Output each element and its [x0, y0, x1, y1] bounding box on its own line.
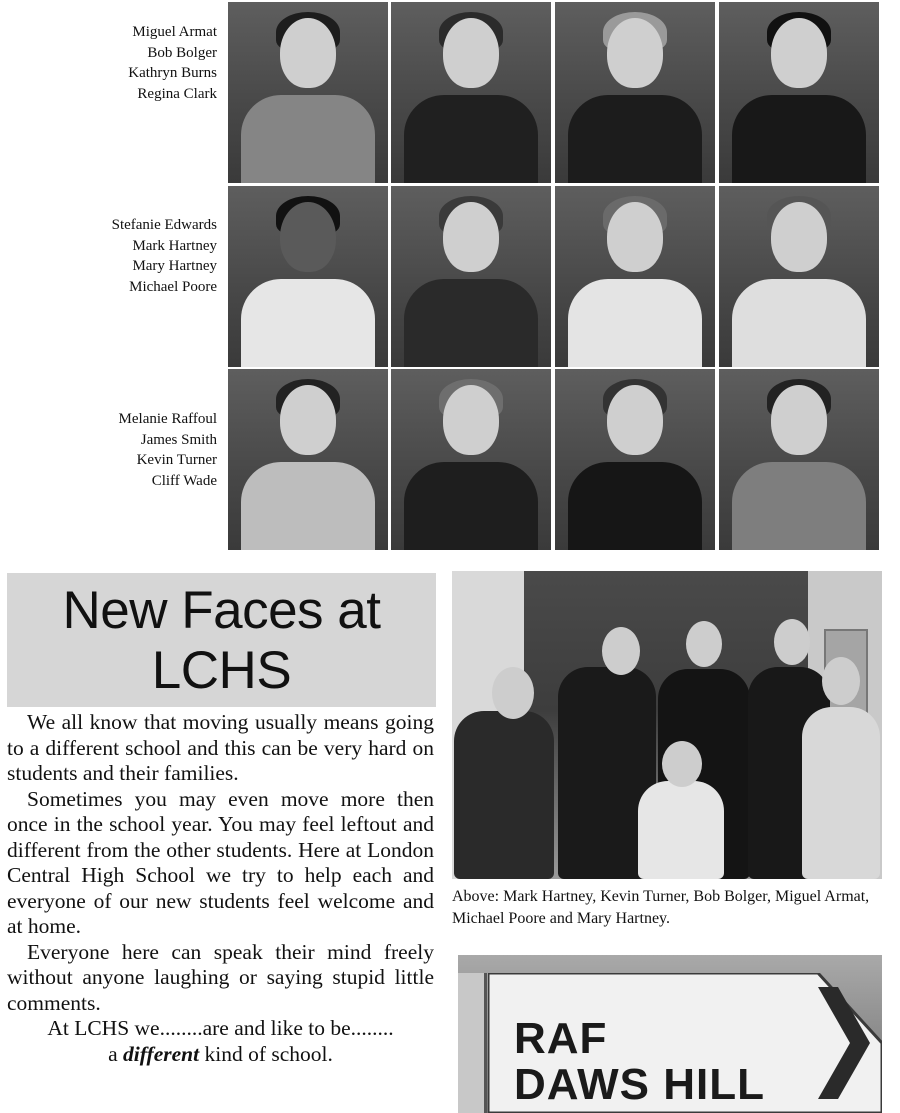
- article-paragraph: Everyone here can speak their mind freely without anyone laughing or saying stupid little comments.: [7, 939, 434, 1015]
- photo-caption: Above: Mark Hartney, Kevin Turner, Bob Bolger, Miguel Armat, Michael Poore and Mary Hartney.: [452, 888, 870, 927]
- headline-line-2: LCHS: [151, 641, 292, 700]
- student-name: Mark Hartney: [132, 237, 217, 254]
- student-name: Mary Hartney: [132, 258, 217, 274]
- sign-text-line-1: RAF: [514, 1014, 608, 1063]
- sign-text-line-2: DAWS HILL: [514, 1060, 765, 1109]
- student-portrait: [391, 369, 551, 550]
- student-name: Stefanie Edwards: [111, 217, 217, 233]
- student-name: Cliff Wade: [151, 472, 217, 489]
- student-name: Melanie Raffoul: [118, 411, 217, 427]
- student-name: Regina Clark: [137, 85, 217, 102]
- name-list-row-3: [60, 409, 217, 491]
- name-list-row-1: [60, 22, 217, 104]
- student-portrait: [555, 2, 715, 183]
- closing-text-post: kind of school.: [199, 1041, 333, 1066]
- student-portrait: [719, 369, 879, 550]
- student-name: Kathryn Burns: [128, 65, 217, 81]
- headline-line-1: New Faces at: [62, 581, 381, 640]
- student-portrait: [391, 186, 551, 367]
- student-name: Miguel Armat: [132, 24, 217, 40]
- article-body: [7, 710, 434, 1067]
- student-portrait: [555, 186, 715, 367]
- closing-emphasis: different: [123, 1041, 200, 1066]
- article-paragraph: Sometimes you may even move more then once in the school year. You may feel leftout and different from the other students. Here at London Central High School we try to help each and everyone of our new students feel welcome and at home.: [7, 786, 434, 938]
- article-paragraph: At LCHS we........are and like to be........: [47, 1016, 394, 1040]
- article-closing-line: [7, 1042, 434, 1068]
- student-name: Kevin Turner: [136, 452, 217, 468]
- article-paragraph: We all know that moving usually means going to a different school and this can be very hard on students and their families.: [7, 710, 434, 785]
- student-name: Bob Bolger: [147, 44, 217, 61]
- student-portrait: [719, 186, 879, 367]
- student-name: Michael Poore: [129, 278, 217, 295]
- student-portrait: [228, 2, 388, 183]
- name-list-row-2: [60, 215, 217, 297]
- headline-box: [7, 573, 436, 707]
- student-portrait: [228, 186, 388, 367]
- sign-photo: [458, 955, 882, 1113]
- student-name: James Smith: [140, 431, 217, 448]
- student-portrait: [228, 369, 388, 550]
- student-portrait: [391, 2, 551, 183]
- student-portrait: [555, 369, 715, 550]
- student-portrait: [719, 2, 879, 183]
- closing-text-pre: a: [108, 1041, 124, 1066]
- group-photo: [452, 571, 882, 879]
